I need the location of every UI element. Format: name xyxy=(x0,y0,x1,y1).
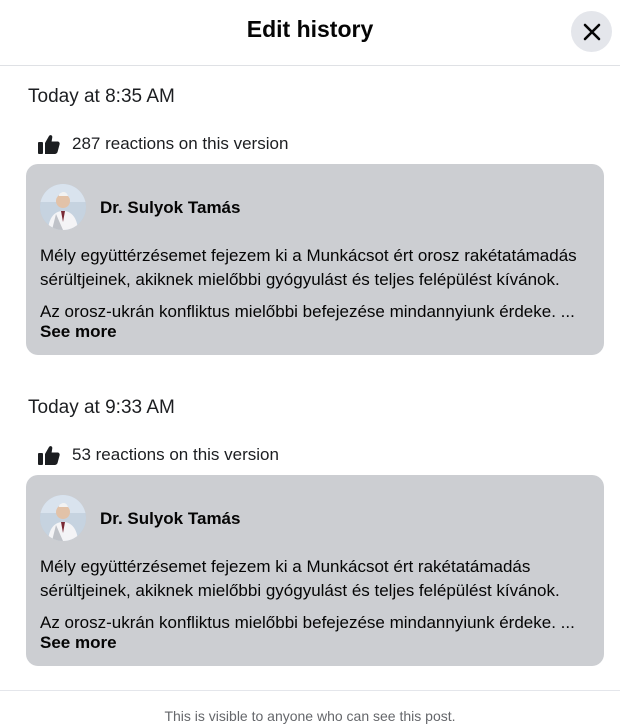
dialog-footer xyxy=(0,690,620,728)
author-name[interactable]: Dr. Sulyok Tamás xyxy=(100,509,241,528)
version-timestamp: Today at 8:35 AM xyxy=(28,86,175,107)
like-icon xyxy=(38,134,60,154)
reactions-row xyxy=(38,133,288,155)
dialog-title: Edit history xyxy=(246,16,374,42)
reactions-count: 53 reactions on this version xyxy=(72,445,279,464)
avatar[interactable] xyxy=(40,495,86,541)
dialog-header xyxy=(0,0,620,66)
post-preview-card xyxy=(26,164,604,355)
visibility-notice: This is visible to anyone who can see this post. xyxy=(164,708,456,724)
author-name[interactable]: Dr. Sulyok Tamás xyxy=(100,198,241,217)
version-timestamp: Today at 9:33 AM xyxy=(28,397,175,418)
avatar[interactable] xyxy=(40,184,86,230)
post-text-continued: Az orosz-ukrán konfliktus mielőbbi befejezése mindannyiunk érdeke. ... xyxy=(40,613,575,632)
close-icon xyxy=(583,23,601,41)
reactions-count: 287 reactions on this version xyxy=(72,134,289,153)
post-text: Mély együttérzésemet fejezem ki a Munkácsot ért orosz rakétatámadás sérültjeinek, akiknek mielőbbi gyógyulást és teljes felépülést kívánok. xyxy=(40,246,577,289)
see-more-link[interactable]: See more xyxy=(40,322,117,341)
post-preview-card xyxy=(26,475,604,666)
like-icon xyxy=(38,445,60,465)
close-button[interactable] xyxy=(571,11,612,52)
reactions-row xyxy=(38,444,279,466)
post-text-continued: Az orosz-ukrán konfliktus mielőbbi befejezése mindannyiunk érdeke. ... xyxy=(40,302,575,321)
post-text: Mély együttérzésemet fejezem ki a Munkácsot ért rakétatámadás sérültjeinek, akiknek mielőbbi gyógyulást és teljes felépülést kívánok. xyxy=(40,557,560,600)
see-more-link[interactable]: See more xyxy=(40,633,117,652)
